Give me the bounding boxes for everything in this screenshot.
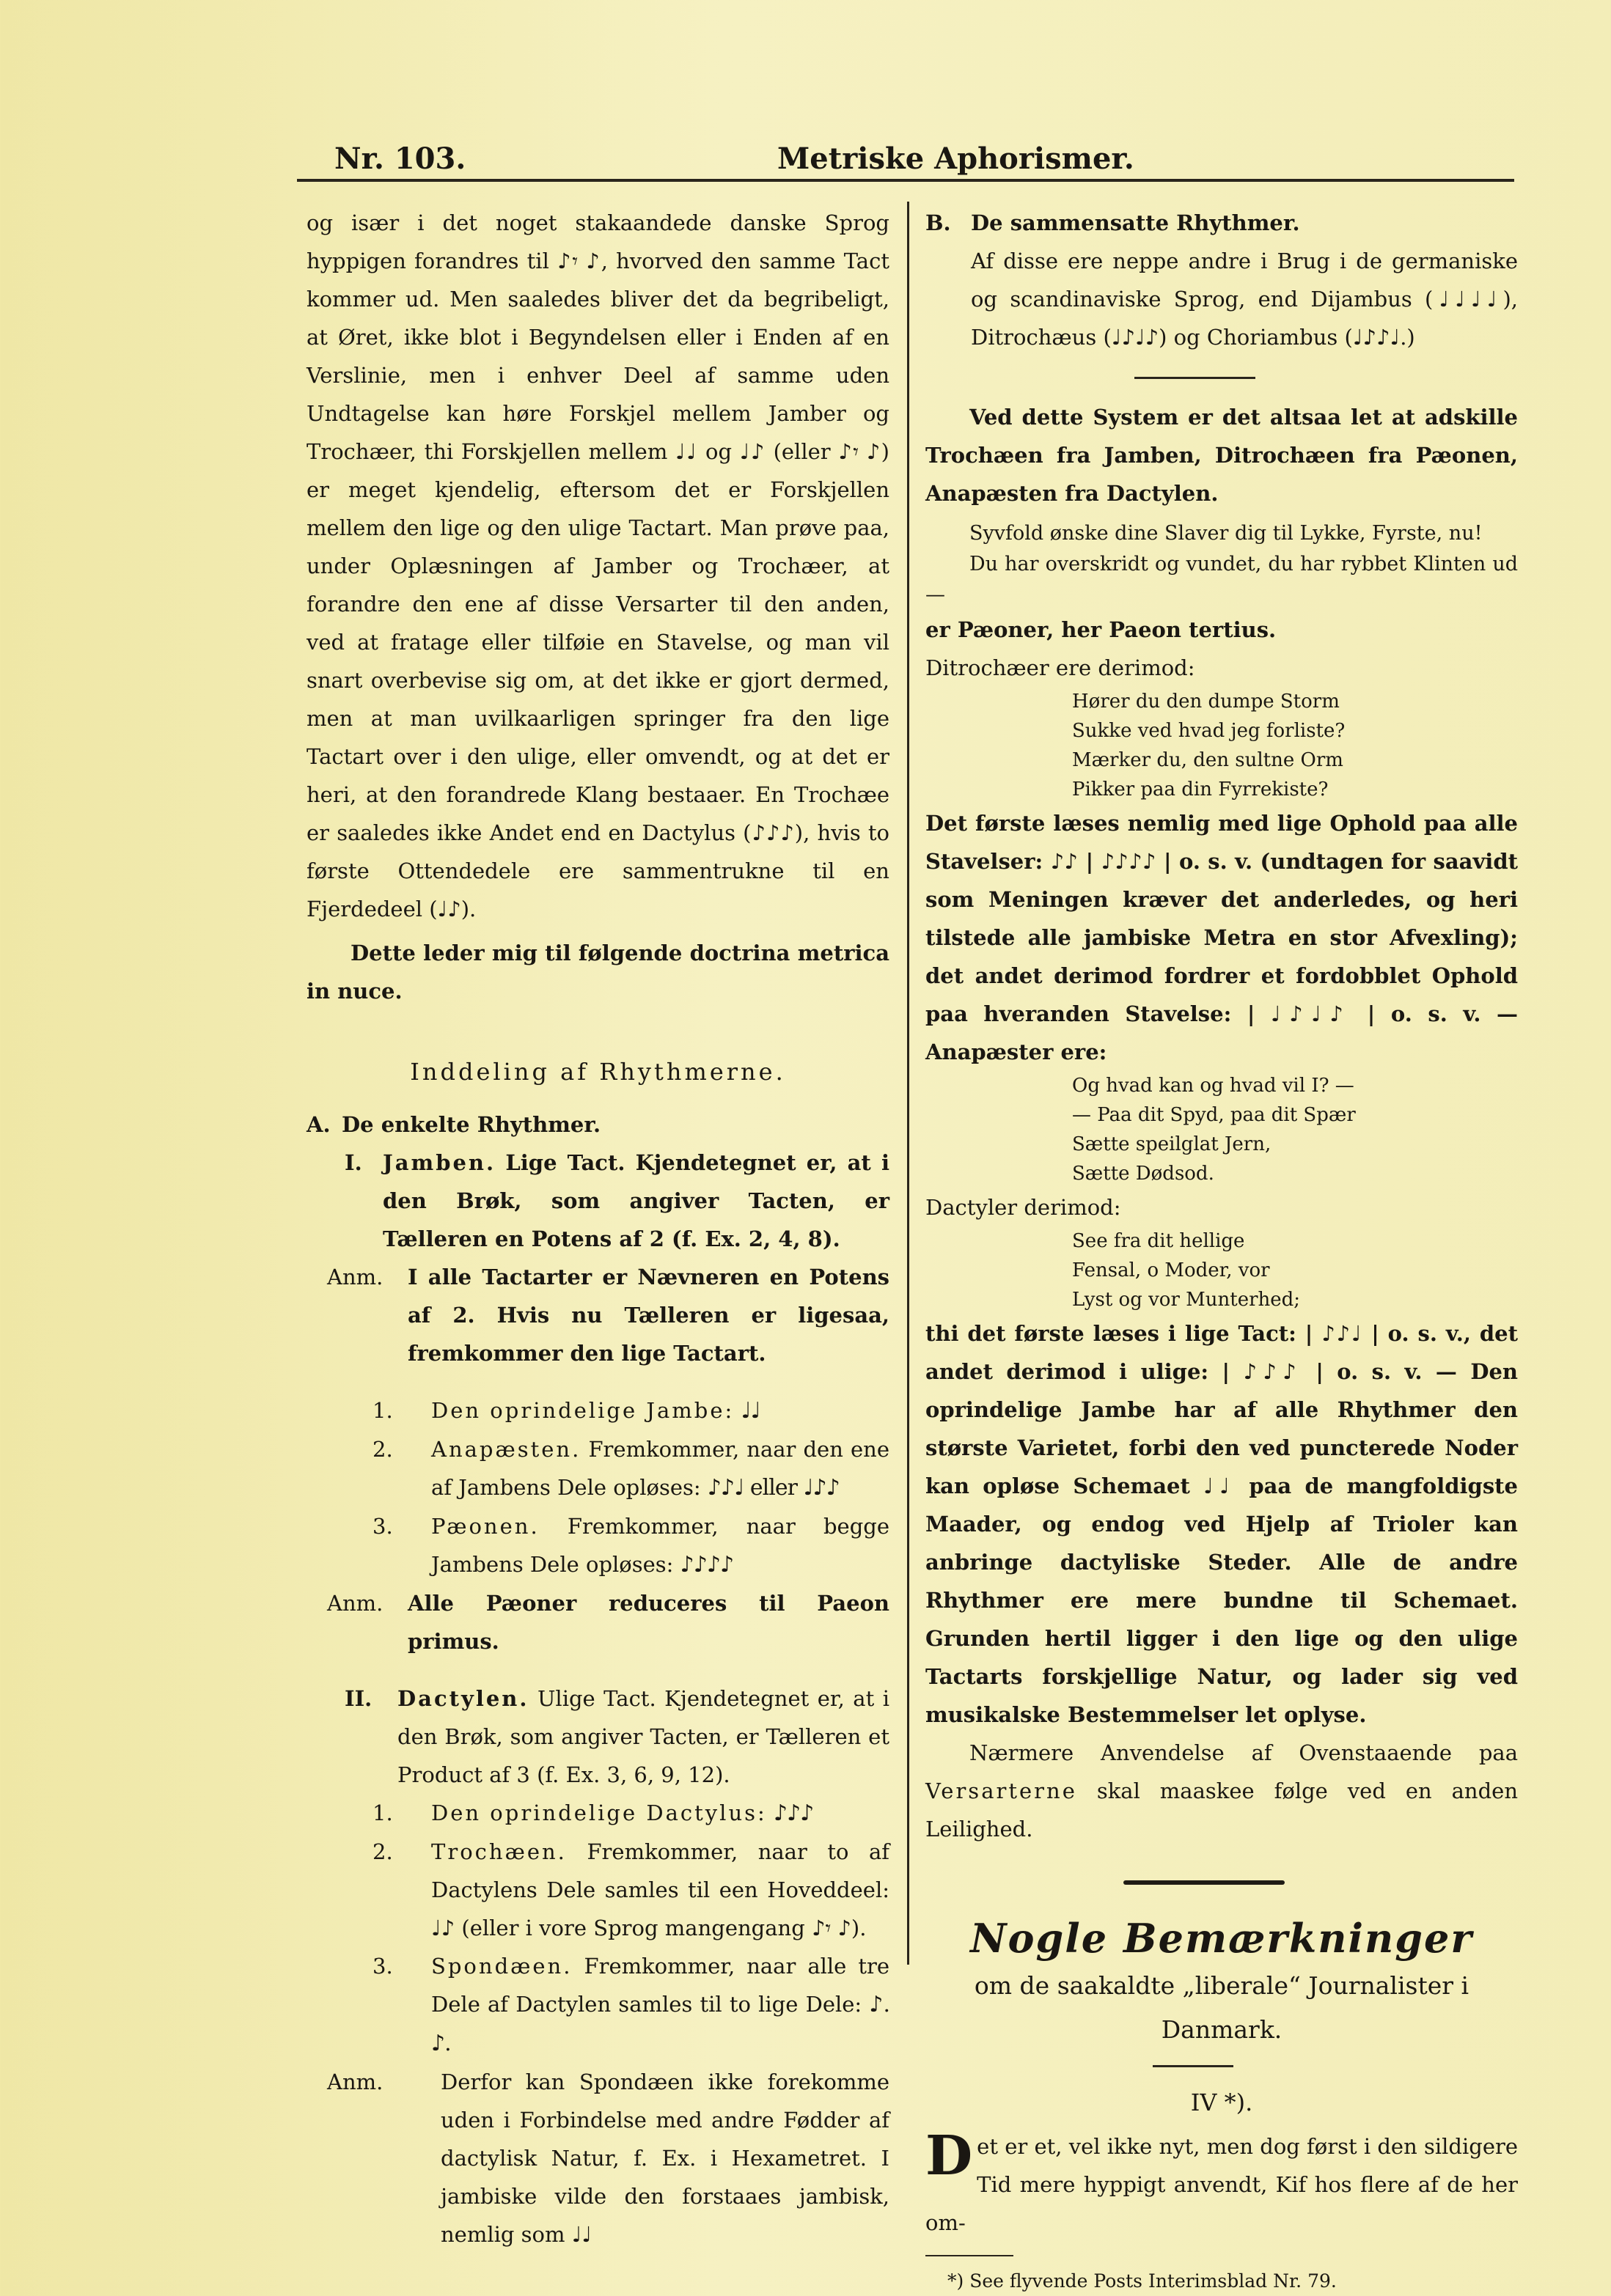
section-i-3-text: Fremkommer, naar begge Jambens Dele opløses: (431, 1514, 889, 1577)
section-ii-2-text: Fremkommer, naar to af Dactylens Dele samles til een Hoveddeel: ♩♪ (eller i vore Sprog mangengang ♪𝄾 ♪). (431, 1839, 889, 1940)
section-i-3-notes: ♪♪♪♪ (680, 1552, 734, 1578)
article-title: Nogle Bemærkninger (970, 1915, 1473, 1962)
paragraph-thi: thi det første læses i lige Tact: | ♪♪♩ | o. s. v., det andet derimod i ulige: | ♪♪♪ | o. s. v. — Den oprindelige Jambe har af alle Rhythmer den største Varietet, forbi den ved puncterede Noder kan opløse Schemaet ♩♩ paa de mangfoldigste Maader, og endog ved Hjelp af Trioler kan anbringe dactyliske Steder. Alle de andre Rhythmer ere mere bundne til Schemaet. Grunden hertil ligger i den lige og den ulige Tactarts forskjellige Natur, og lader sig ved musikalske Bestemmelser let oplyse. (925, 1321, 1518, 1727)
footnote-rule (925, 2255, 1013, 2256)
verse-line-5: Mærker du, den sultne Orm (1072, 749, 1343, 771)
naermere-text-b: skal maaskee følge ved en anden Leilighed. (925, 1778, 1519, 1841)
verse-line-7: Og hvad kan og hvad vil I? — (1072, 1075, 1354, 1097)
section-i-3 (307, 1507, 889, 1584)
section-ii-1-notes: ♪♪♪ (774, 1800, 814, 1826)
verse-line-12: Fensal, o Moder, vor (1072, 1259, 1270, 1281)
section-i-2-notes: ♪♪♩ eller ♩♪♪ (707, 1475, 840, 1501)
section-ii-name: Dactylen. (397, 1686, 529, 1711)
section-i-2-text: Fremkommer, naar den ene af Jambens Dele opløses: (431, 1437, 889, 1500)
article-subtitle: om de saakaldte „liberale“ Journalister i Danmark. (974, 1971, 1469, 2044)
drop-cap: D (925, 2124, 973, 2188)
short-divider (1134, 377, 1255, 379)
anm-2-text: Alle Pæoner reduceres til Paeon primus. (408, 1591, 889, 1654)
anm-1 (307, 1258, 889, 1372)
naermere-versarterne: Versarterne (925, 1778, 1077, 1803)
heading-inddeling: Inddeling af Rhythmerne. (410, 1058, 786, 1086)
verse-line-2: Du har overskridt og vundet, du har rybbet Klinten ud — (925, 553, 1518, 606)
anm-2 (307, 1584, 889, 1660)
right-column (925, 204, 1518, 2296)
section-a (307, 1105, 889, 1144)
article-part: IV *). (1190, 2089, 1253, 2116)
section-i-name: Jamben. (383, 1150, 496, 1175)
anm-3-text: Derfor kan Spondæen ikke forekomme uden i Forbindelse med andre Fødder af dactylisk Natur, f. Ex. i Hexametret. I jambiske vilde den forstaaes jambisk, nemlig som ♩♩ (441, 2069, 889, 2247)
section-ii-text: Ulige Tact. Kjendetegnet er, at i den Brøk, som angiver Tacten, er Tælleren et Product af 3 (f. Ex. 3, 6, 9, 12). (397, 1686, 889, 1787)
section-ii-3-label: 3. (373, 1954, 393, 1979)
dactyler-intro: Dactyler derimod: (925, 1195, 1121, 1220)
verse-line-9: Sætte speilglat Jern, (1072, 1133, 1271, 1155)
section-ii-1-label: 1. (373, 1800, 393, 1825)
paragraph-doctrina: Dette leder mig til følgende doctrina metrica in nuce. (307, 941, 889, 1004)
section-ii-1 (307, 1794, 889, 1833)
verse-line-6: Pikker paa din Fyrrekiste? (1072, 779, 1329, 801)
section-ii-3-name: Spondæen. (431, 1954, 573, 1979)
verse-line-8: — Paa dit Spyd, paa dit Spær (1072, 1104, 1356, 1126)
verse-dactyler (925, 1226, 1518, 1314)
article-body-text: et er et, vel ikke nyt, men dog først i den sildigere Tid mere hyppigt anvendt, Kif hos flere af de her om- (925, 2134, 1519, 2235)
section-ii-label: II. (345, 1686, 373, 1711)
section-ii (307, 1679, 889, 1794)
column-divider (907, 202, 909, 1965)
section-i (307, 1144, 889, 1258)
ditrochaeer-intro: Ditrochæer ere derimod: (925, 655, 1195, 680)
section-ii-2-label: 2. (373, 1839, 393, 1864)
naermere-text-a: Nærmere Anvendelse af Ovenstaaende paa (969, 1740, 1518, 1765)
section-i-3-label: 3. (373, 1514, 393, 1539)
verse-line-11: See fra dit hellige (1072, 1230, 1245, 1252)
verse-line-3: Hører du den dumpe Storm (1072, 691, 1340, 713)
section-a-label: A. (307, 1112, 331, 1137)
anm-1-label: Anm. (327, 1265, 384, 1289)
page-number: Nr. 103. (334, 141, 466, 176)
section-ii-3 (307, 1947, 889, 2063)
paragraph-first-read: Det første læses nemlig med lige Ophold paa alle Stavelser: ♪♪ | ♪♪♪♪ | o. s. v. (undtagen for saavidt som Meningen kræver det anderledes, og heri tilstede alle jambiske Metra en stor Afvexling); det andet derimod fordrer et fordobblet Ophold paa hveranden Stavelse: | ♩♪♩♪ | o. s. v. — Anapæster ere: (925, 811, 1518, 1064)
section-i-2 (307, 1430, 889, 1507)
section-i-1-name: Den oprindelige Jambe: (431, 1398, 735, 1423)
section-i-2-label: 2. (373, 1437, 393, 1462)
section-ii-3-text: Fremkommer, naar alle tre Dele af Dactylen samles til to lige Dele: (431, 1954, 890, 2017)
section-b-label: B. (925, 210, 951, 235)
anm-3-label: Anm. (327, 2069, 384, 2094)
paragraph-sammensatte: Af disse ere neppe andre i Brug i de germaniske og scandinaviske Sprog, end Dijambus (♩♩♩♩), Ditrochæus (♩♪♩♪) og Choriambus (♩♪♪♩.) (971, 249, 1518, 350)
verse-line-13: Lyst og vor Munterhed; (1072, 1289, 1301, 1311)
verse-anapaester (925, 1071, 1518, 1188)
section-b-title: De sammensatte Rhythmer. (971, 210, 1300, 235)
section-ii-2 (307, 1833, 889, 1947)
article-body (925, 2124, 1519, 2242)
verse-ditrochaeer (925, 687, 1518, 804)
section-i-label: I. (345, 1150, 362, 1175)
section-i-2-name: Anapæsten. (431, 1437, 581, 1462)
anm-3 (307, 2063, 889, 2253)
header-rule (297, 179, 1514, 182)
verse-line-10: Sætte Dødsod. (1072, 1163, 1214, 1185)
paragraph-naermere (925, 1734, 1518, 1848)
section-i-text: Lige Tact. Kjendetegnet er, at i den Brøk, som angiver Tacten, er Tælleren en Potens af 2 (f. Ex. 2, 4, 8). (383, 1150, 889, 1251)
page-header (330, 136, 1514, 180)
subtitle-divider (1153, 2065, 1233, 2067)
verse-line-4: Sukke ved hvad jeg forliste? (1072, 720, 1346, 742)
section-i-3-name: Pæonen. (431, 1514, 540, 1539)
paeon-tertius-line: er Pæoner, her Paeon tertius. (925, 617, 1277, 642)
section-i-1-label: 1. (373, 1398, 393, 1423)
running-title: Metriske Aphorismer. (777, 141, 1134, 176)
verse-line-1: Syvfold ønske dine Slaver dig til Lykke, Fyrste, nu! (969, 522, 1483, 545)
section-ii-1-name: Den oprindelige Dactylus: (431, 1800, 767, 1825)
paragraph-system: Ved dette System er det altsaa let at adskille Trochæen fra Jamben, Ditrochæen fra Pæonen, Anapæsten fra Dactylen. (925, 405, 1518, 506)
section-i-1-notes: ♩♩ (741, 1398, 760, 1424)
section-i-1 (307, 1391, 889, 1430)
section-ii-3-notes: ♪. ♪. (431, 1992, 889, 2056)
anm-2-label: Anm. (327, 1591, 384, 1616)
article-divider (1123, 1880, 1285, 1885)
left-column (307, 204, 889, 2253)
anm-1-text: I alle Tactarter er Nævneren en Potens af 2. Hvis nu Tælleren er ligesaa, fremkommer den lige Tactart. (408, 1265, 889, 1366)
paragraph-jamber-trochaeer: og især i det noget stakaandede danske Sprog hyppigen forandres til ♪𝄾 ♪, hvorved den samme Tact kommer ud. Men saaledes bliver det da begribeligt, at Øret, ikke blot i Begyndelsen eller i Enden af en Verslinie, men i enhver Deel af samme uden Undtagelse kan høre Forskjel mellem Jamber og Trochæer, thi Forskjellen mellem ♩♩ og ♩♪ (eller ♪𝄾 ♪) er meget kjendelig, eftersom det er Forskjellen mellem den lige og den ulige Tactart. Man prøve paa, under Oplæsningen af Jamber og Trochæer, at forandre den ene af disse Versarter til den anden, ved at fratage eller tilføie en Stavelse, og man vil snart overbevise sig om, at det ikke er gjort dermed, men at man uvilkaarligen springer fra den lige Tactart over i den ulige, eller omvendt, og at det er heri, at den forandrede Klang bestaaer. En Trochæe er saaledes ikke Andet end en Dactylus (♪♪♪), hvis to første Ottendedele ere sammentrukne til en Fjerdedeel (♩♪). (307, 210, 889, 921)
section-a-title: De enkelte Rhythmer. (342, 1112, 601, 1137)
footnote: *) See flyvende Posts Interimsblad Nr. 79. (947, 2270, 1337, 2292)
section-b (925, 204, 1518, 242)
section-ii-2-name: Trochæen. (431, 1839, 567, 1864)
